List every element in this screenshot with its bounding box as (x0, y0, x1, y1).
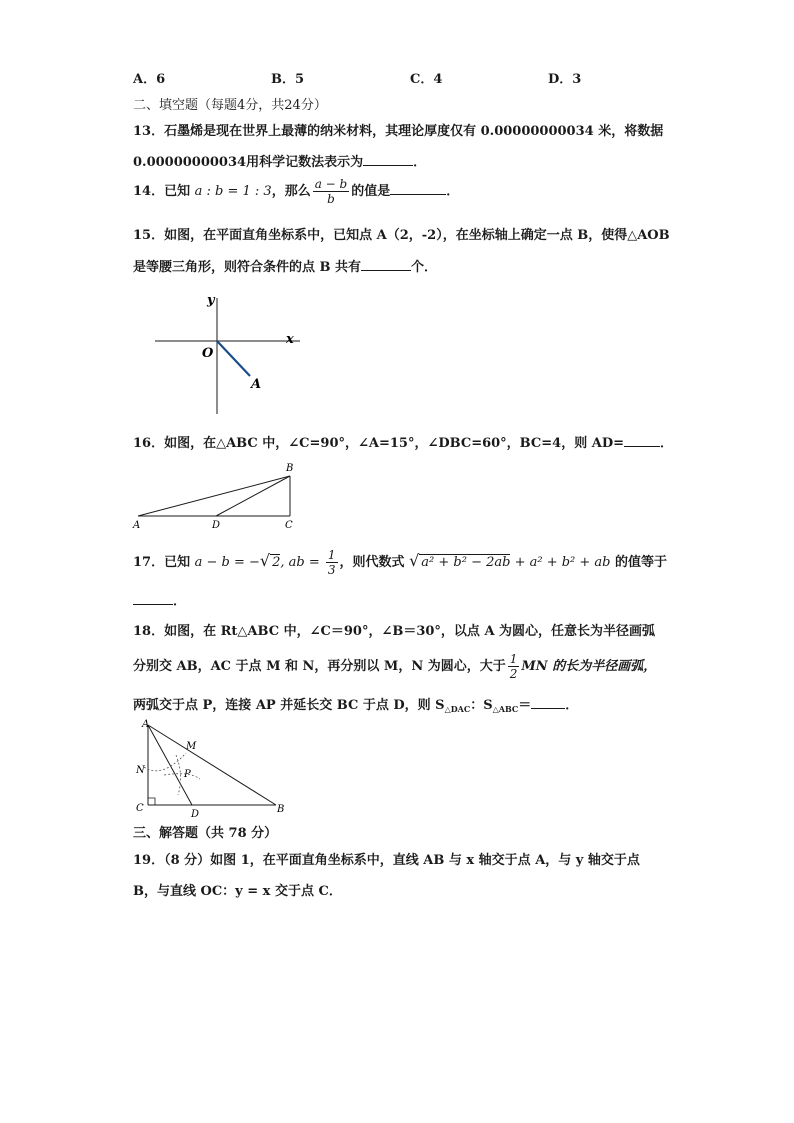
choice-d: D．3 (548, 72, 582, 87)
q16-line: 16．如图，在△ABC 中，∠C=90°，∠A=15°，∠DBC=60°，BC=4，则 AD= ． (133, 436, 673, 451)
q14-fraction: $\frac{a - b}{b}$ (314, 177, 348, 206)
choice-a: A．6 (133, 72, 166, 87)
q13-line1: 13．石墨烯是现在世界上最薄的纳米材料，其理论厚度仅有 0.00000000034 米，将数据 (133, 124, 664, 139)
q15-answer-blank[interactable] (361, 258, 411, 271)
q19-line2: B，与直线 OC：y = x 交于点 C． (133, 884, 342, 899)
choice-b: B．5 (271, 72, 305, 87)
label-a: A (142, 719, 150, 730)
label-x: x (286, 332, 294, 347)
label-c: C (285, 520, 293, 531)
q14-ratio: a : b = 1 : 3 (194, 184, 272, 199)
label-m: M (186, 741, 197, 752)
q16-triangle-figure (128, 458, 308, 533)
q13-line2: 0.00000000034用科学记数法表示为 ． (133, 155, 427, 170)
label-n: N (136, 765, 145, 776)
q17-line2: ． (133, 590, 186, 609)
q18-line1: 18．如图，在 Rt△ABC 中，∠C＝90°，∠B＝30°，以点 A 为圆心，任意长为半径画弧 (133, 624, 656, 639)
q19-line1: 19．（8 分）如图 1，在平面直角坐标系中，直线 AB 与 x 轴交于点 A，与 y 轴交于点 (133, 853, 640, 868)
segment-bd (216, 476, 290, 516)
choice-c: C．4 (410, 72, 443, 87)
label-d: D (212, 520, 221, 531)
q14-answer-blank[interactable] (390, 182, 446, 195)
segment-oa (217, 341, 250, 376)
q18-line3: 两弧交于点 P，连接 AP 并延长交 BC 于点 D，则 $S_{\triangle DAC}$：$S_{\triangle ABC}=$ ． (133, 698, 579, 714)
q18-triangle-figure (134, 715, 294, 823)
label-d: D (191, 809, 200, 820)
right-angle-mark (148, 798, 155, 805)
q17-condition: a − b = −√ 2, ab = (194, 551, 320, 570)
label-c: C (136, 803, 144, 814)
segment-ad (148, 725, 192, 805)
label-b: B (286, 463, 294, 474)
q17-answer-blank[interactable] (133, 592, 173, 605)
q18-line2: 分别交 AB，AC 于点 M 和 N，再分别以 M，N 为圆心，大于 $\frac{1}{2}$ MN 的长为半径画弧， (133, 652, 657, 681)
side-ab (148, 725, 276, 805)
q17-line: 17．已知 a − b = −√ 2, ab = $\frac{1}{3}$ ，则代数式 √ a² + b² − 2ab + a² + b² + ab 的值等于 (133, 548, 668, 577)
q13-answer-blank[interactable] (363, 153, 413, 166)
label-y: y (207, 293, 215, 308)
q17-fraction: $\frac{1}{3}$ (327, 548, 336, 577)
q16-answer-blank[interactable] (624, 434, 660, 447)
section-fill-blank-heading: 二、填空题（每题4分，共24分） (133, 98, 327, 113)
q18-fraction: $\frac{1}{2}$ (509, 652, 518, 681)
label-b: B (277, 804, 285, 815)
label-o: O (202, 346, 214, 361)
q18-answer-blank[interactable] (531, 696, 565, 709)
arc-center-m (164, 774, 200, 779)
q15-line2: 是等腰三角形，则符合条件的点 B 共有 个． (133, 260, 438, 275)
label-a: A (251, 377, 262, 392)
label-p: P (184, 769, 191, 780)
q15-line1: 15．如图，在平面直角坐标系中，已知点 A（2，-2），在坐标轴上确定一点 B，使得△AOB (133, 228, 670, 243)
side-ab (138, 476, 290, 516)
q17-expression: √ a² + b² − 2ab + a² + b² + ab (409, 551, 611, 570)
section-solution-heading: 三、解答题（共 78 分） (133, 826, 278, 841)
q14-line: 14．已知 a : b = 1 : 3，那么 $\frac{a - b}{b}$ 的值是 ． (133, 177, 460, 206)
label-a: A (133, 520, 141, 531)
q15-coordinate-figure (150, 290, 310, 420)
